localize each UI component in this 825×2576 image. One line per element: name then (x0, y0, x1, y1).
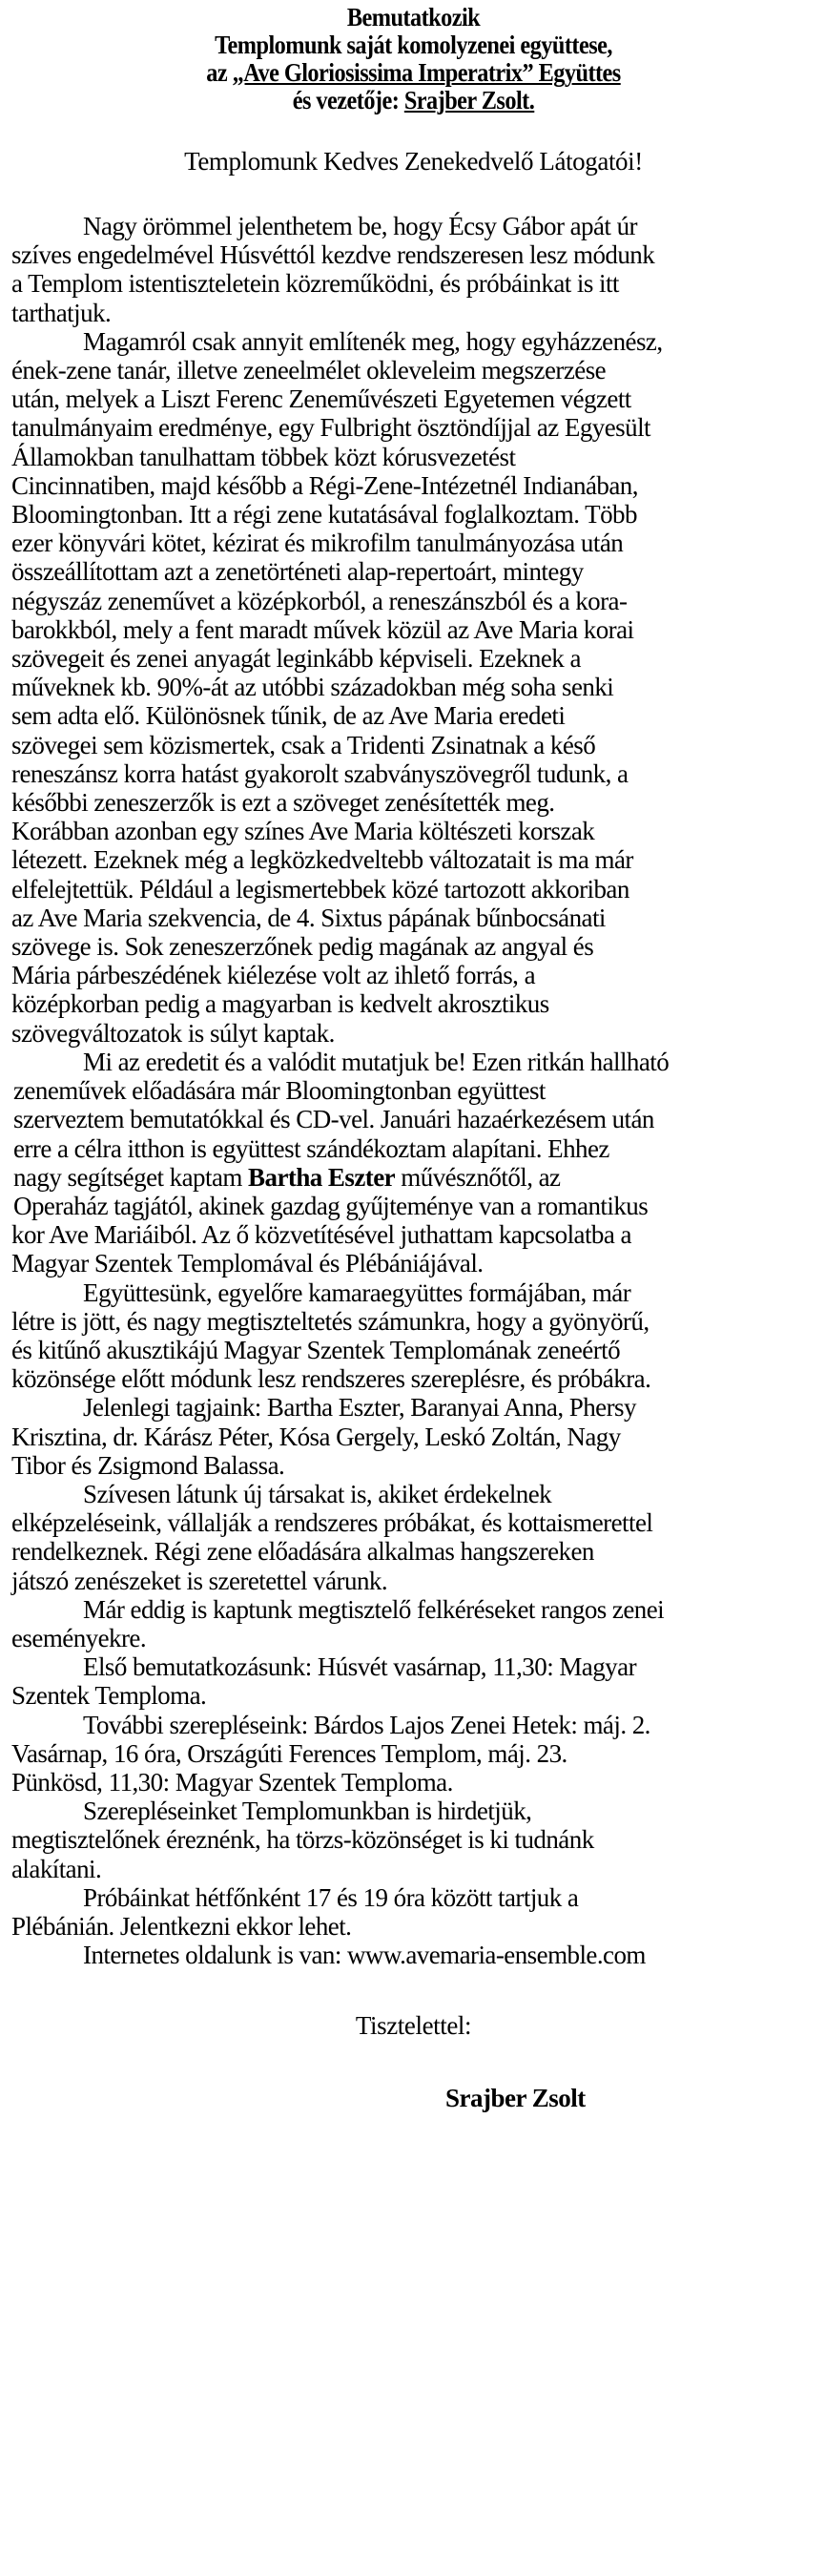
text-line: eseményekre. (11, 1623, 147, 1652)
text-line: Tibor és Zsigmond Balassa. (11, 1450, 285, 1480)
text-line: barokkból, mely a fent maradt művek közül az Ave Maria korai (11, 614, 634, 644)
text-line (11, 1163, 815, 1192)
paragraph-start-line: Nagy örömmel jelenthetem be, hogy Écsy Gábor apát úr (83, 212, 637, 240)
text-line: szövege is. Sok zeneszerzőnek pedig magának az angyal és (11, 932, 594, 962)
text-line: Államokban tanulhattam többek közt kórusvezetést (11, 442, 516, 471)
text-line: Operaház tagjától, akinek gazdag gyűjteménye van a romantikus (13, 1191, 649, 1220)
header-ensemble-line (52, 59, 775, 87)
text-line: szövegei sem közismertek, csak a Tridenti Zsinatnak a késő (11, 730, 596, 759)
text-line: szíves engedelmével Húsvéttól kezdve rendszeresen lesz módunk (11, 240, 655, 270)
paragraph-start-line: Már eddig is kaptunk megtisztelő felkéréseket rangos zenei (83, 1594, 665, 1624)
text-line: kor Ave Mariáiból. Az ő közvetítésével juthattam kapcsolatba a (11, 1220, 631, 1250)
text-line: Szentek Temploma. (11, 1681, 207, 1711)
header-subtitle: Templomunk saját komolyzenei együttese, (215, 31, 612, 59)
signature: Srajber Zsolt (445, 2084, 586, 2113)
text-line: műveknek kb. 90%-át az utóbbi századokban még soha senki (11, 673, 614, 702)
text-line: Krisztina, dr. Kárász Péter, Kósa Gergely, Leskó Zoltán, Nagy (11, 1422, 621, 1451)
text-line: a Templom istentiszteletein közreműködni, és próbáinkat is itt (11, 269, 619, 299)
closing: Tisztelettel: (355, 2011, 472, 2041)
header-leader-line (52, 87, 775, 114)
paragraph-start-line: Magamról csak annyit említenék meg, hogy egyházzenész, (83, 326, 663, 356)
text-line: ezer könyvári kötet, kézirat és mikrofilm tanulmányozása után (11, 529, 624, 558)
text-line: rendelkeznek. Régi zene előadására alkalmas hangszereken (11, 1537, 594, 1567)
text-segment: nagy segítséget kaptam (13, 1162, 249, 1192)
paragraph-start-line: Szerepléseinket Templomunkban is hirdetjük, (83, 1797, 532, 1826)
text-line: létezett. Ezeknek még a legközkedveltebb változatait is ma már (11, 845, 633, 875)
ensemble-prefix: az (206, 58, 233, 87)
leader-name: Srajber Zsolt. (403, 86, 535, 114)
text-line: Magyar Szentek Templomával és Plébániájával. (11, 1249, 484, 1278)
text-line: elképzeléseink, vállalják a rendszeres próbákat, és kottaismerettel (11, 1508, 653, 1538)
text-line: reneszánsz korra hatást gyakorolt szabványszövegről tudunk, a (11, 758, 629, 788)
paragraph-start-line: Szívesen látunk új társakat is, akiket érdekelnek (83, 1479, 552, 1508)
text-line: szövegeit és zenei anyagát leginkább képviseli. Ezeknek a (11, 644, 581, 674)
text-line: Bloomingtonban. Itt a régi zene kutatásával foglalkoztam. Több (11, 500, 637, 530)
text-line: és kitűnő akusztikájú Magyar Szentek Templomának zeneértő (11, 1335, 621, 1364)
document-header (52, 4, 775, 114)
text-line: későbbi zeneszerzők is ezt a szöveget zenésítették meg. (11, 788, 555, 818)
header-title: Bemutatkozik (346, 3, 481, 31)
text-line: után, melyek a Liszt Ferenc Zeneművészeti Egyetemen végzett (11, 384, 631, 414)
paragraph-start-line: További szerepléseink: Bárdos Lajos Zenei Hetek: máj. 2. (83, 1710, 650, 1739)
greeting: Templomunk Kedves Zenekedvelő Látogatói! (184, 147, 643, 176)
text-segment: művésznőtől, az (395, 1162, 561, 1192)
text-line: tarthatjuk. (11, 298, 112, 327)
ensemble-name: „Ave Gloriosissima Imperatrix” Együttes (232, 58, 621, 87)
text-line: Pünkösd, 11,30: Magyar Szentek Temploma. (11, 1767, 453, 1797)
text-line: Cincinnatiben, majd később a Régi-Zene-Intézetnél Indianában, (11, 470, 638, 500)
text-line: erre a célra itthon is együttest szándékoztam alapítani. Ehhez (13, 1133, 609, 1163)
paragraph-start-line: Mi az eredetit és a valódit mutatjuk be! Ezen ritkán hallható (83, 1047, 670, 1076)
highlighted-name: Bartha Eszter (248, 1162, 396, 1192)
text-line: megtisztelőnek éreznénk, ha törzs-közönséget is ki tudnánk (11, 1825, 594, 1855)
text-line: ének-zene tanár, illetve zeneelmélet okleveleim megszerzése (11, 356, 607, 385)
paragraph-start-line: Jelenlegi tagjaink: Bartha Eszter, Baranyai Anna, Phersy (83, 1393, 636, 1423)
text-line: összeállítottam azt a zenetörténeti alap-repertoárt, mintegy (11, 557, 584, 587)
leader-prefix: és vezetője: (292, 86, 404, 114)
letter-body (11, 212, 815, 1969)
text-line: tanulmányaim eredménye, egy Fulbright ösztöndíjjal az Egyesült (11, 413, 650, 443)
text-line: közönsége előtt módunk lesz rendszeres szereplésre, és próbákra. (11, 1364, 651, 1394)
paragraph-start-line: Együttesünk, egyelőre kamaraegyüttes formájában, már (83, 1278, 631, 1307)
text-line: elfelejtettük. Például a legismertebbek közé tartozott akkoriban (11, 874, 629, 904)
text-line: középkorban pedig a magyarban is kedvelt akrosztikus (11, 989, 549, 1019)
text-line: alakítani. (11, 1854, 102, 1883)
paragraph-start-line: Internetes oldalunk is van: www.avemaria-ensemble.com (83, 1941, 646, 1970)
text-line: zeneművek előadására már Bloomingtonban együttest (13, 1076, 546, 1106)
text-line: Korábban azonban egy színes Ave Maria költészeti korszak (11, 817, 595, 846)
text-line: Plébánián. Jelentkezni ekkor lehet. (11, 1911, 352, 1941)
text-line: játszó zenészeket is szeretettel várunk. (11, 1566, 388, 1595)
text-line: szövegváltozatok is súlyt kaptak. (11, 1018, 335, 1048)
paragraph-start-line: Próbáinkat hétfőnként 17 és 19 óra között tartjuk a (83, 1882, 579, 1912)
text-line: szerveztem bemutatókkal és CD-vel. Januári hazaérkezésem után (13, 1105, 654, 1134)
text-line: Mária párbeszédének kiélezése volt az ihlető forrás, a (11, 961, 536, 990)
text-line: négyszáz zeneművet a középkorból, a reneszánszból és a kora- (11, 586, 628, 615)
text-line: létre is jött, és nagy megtiszteltetés számunkra, hogy a gyönyörű, (11, 1306, 650, 1336)
text-line: sem adta elő. Különösnek tűnik, de az Ave Maria eredeti (11, 701, 566, 731)
text-line: Vasárnap, 16 óra, Országúti Ferences Templom, máj. 23. (11, 1738, 567, 1768)
paragraph-start-line: Első bemutatkozásunk: Húsvét vasárnap, 11,30: Magyar (83, 1652, 637, 1682)
text-line: az Ave Maria szekvencia, de 4. Sixtus pápának bűnbocsánati (11, 903, 606, 932)
